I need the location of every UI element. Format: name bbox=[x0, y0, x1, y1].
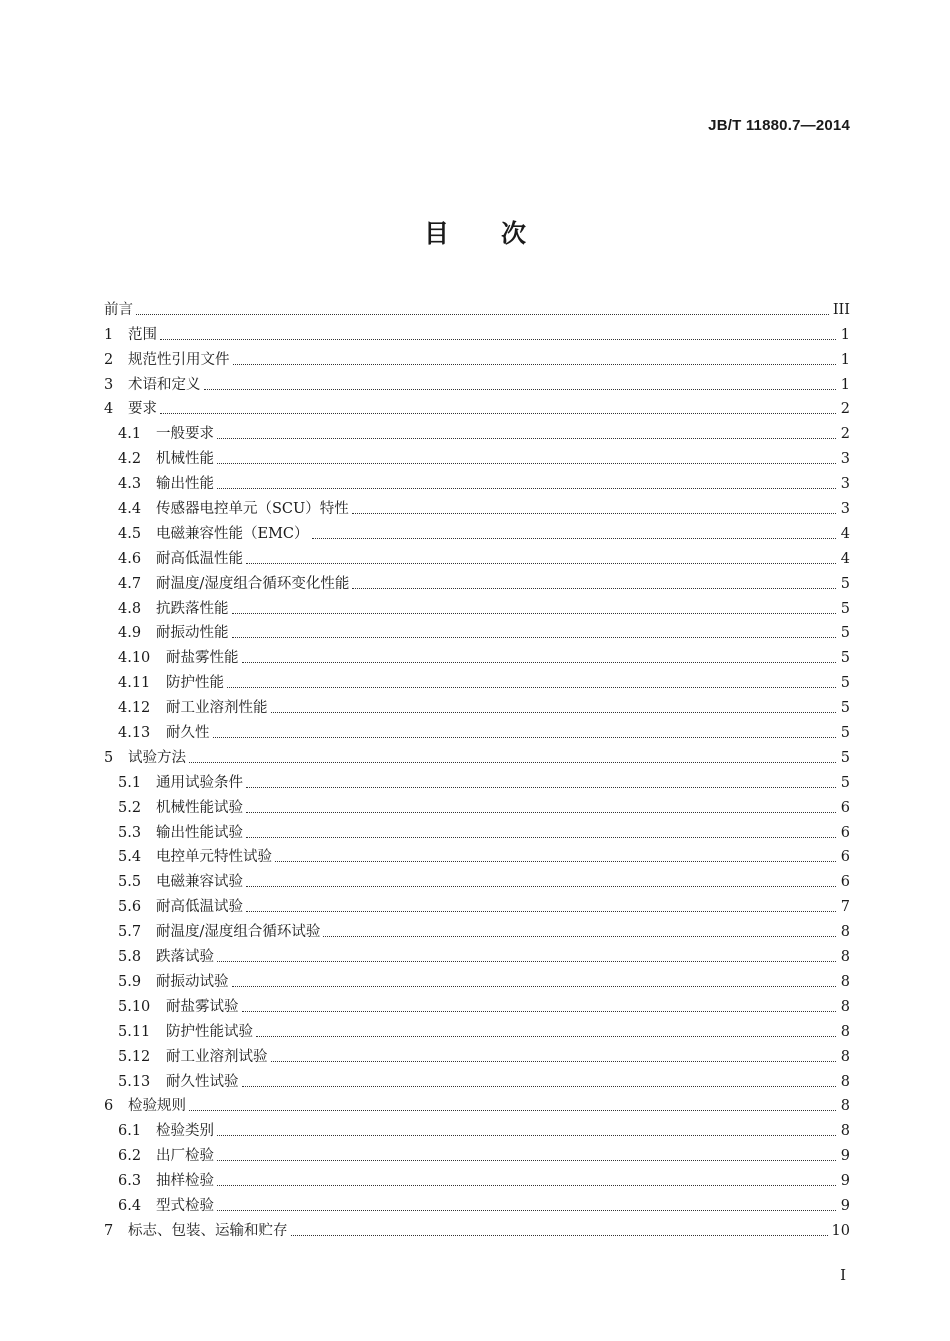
toc-dot-leader bbox=[246, 812, 836, 813]
toc-dot-leader bbox=[246, 787, 836, 788]
toc-entry[interactable] bbox=[104, 344, 850, 369]
toc-entry-label: 耐工业溶剂试验 bbox=[166, 1048, 268, 1065]
toc-entry[interactable] bbox=[104, 418, 850, 443]
toc-entry-label: 耐盐雾试验 bbox=[166, 998, 239, 1015]
toc-entry-label: 试验方法 bbox=[128, 749, 186, 766]
toc-entry-label: 耐工业溶剂性能 bbox=[166, 700, 268, 717]
toc-entry[interactable] bbox=[104, 294, 850, 319]
toc-entry-label: 耐久性试验 bbox=[166, 1073, 239, 1090]
toc-entry[interactable] bbox=[104, 891, 850, 916]
toc-entry-page: 6 bbox=[840, 849, 850, 866]
toc-entry-label: 要求 bbox=[128, 401, 157, 418]
toc-entry-label: 电控单元特性试验 bbox=[156, 849, 272, 866]
toc-entry-number: 4.4 bbox=[118, 501, 142, 518]
toc-entry-label: 机械性能试验 bbox=[156, 799, 243, 816]
toc-entry-number: 6.1 bbox=[118, 1123, 142, 1140]
toc-entry-page: 8 bbox=[840, 949, 850, 966]
toc-dot-leader bbox=[271, 1061, 837, 1062]
toc-entry[interactable] bbox=[104, 518, 850, 543]
toc-entry-number: 5.6 bbox=[118, 899, 142, 916]
toc-entry-number: 4.1 bbox=[118, 426, 142, 443]
toc-entry[interactable] bbox=[104, 618, 850, 643]
toc-entry-page: 8 bbox=[840, 924, 850, 941]
toc-entry-label: 跌落试验 bbox=[156, 949, 214, 966]
toc-dot-leader bbox=[160, 339, 836, 340]
toc-entry-number: 5.12 bbox=[118, 1048, 151, 1065]
toc-entry-label: 范围 bbox=[128, 326, 157, 343]
toc-entry[interactable] bbox=[104, 568, 850, 593]
toc-dot-leader bbox=[242, 1011, 837, 1012]
toc-entry-label: 电磁兼容试验 bbox=[156, 874, 243, 891]
toc-entry-label: 耐盐雾性能 bbox=[166, 650, 239, 667]
standard-number: JB/T 11880.7—2014 bbox=[708, 117, 850, 134]
toc-entry-label: 出厂检验 bbox=[156, 1148, 214, 1165]
title-char-1: 目 bbox=[423, 219, 449, 248]
toc-entry-number: 6.2 bbox=[118, 1148, 142, 1165]
toc-entry[interactable] bbox=[104, 1140, 850, 1165]
toc-entry-label: 耐温度/湿度组合循环变化性能 bbox=[156, 575, 350, 592]
toc-dot-leader bbox=[217, 1160, 836, 1161]
toc-entry-page: 1 bbox=[840, 326, 850, 343]
toc-entry-page: 5 bbox=[840, 575, 850, 592]
toc-entry-number: 4.10 bbox=[118, 650, 151, 667]
toc-entry-page: 6 bbox=[840, 799, 850, 816]
toc-entry-page: 8 bbox=[840, 1023, 850, 1040]
toc-entry-page: III bbox=[832, 301, 850, 318]
toc-entry[interactable] bbox=[104, 966, 850, 991]
toc-entry-number: 4 bbox=[104, 401, 114, 418]
toc-dot-leader bbox=[232, 637, 837, 638]
toc-entry-page: 5 bbox=[840, 675, 850, 692]
table-of-contents bbox=[104, 294, 850, 1240]
toc-entry-page: 9 bbox=[840, 1173, 850, 1190]
toc-entry-label: 检验规则 bbox=[128, 1098, 186, 1115]
toc-entry-page: 6 bbox=[840, 824, 850, 841]
toc-entry-number: 2 bbox=[104, 351, 114, 368]
toc-dot-leader bbox=[352, 513, 836, 514]
toc-entry[interactable] bbox=[104, 1165, 850, 1190]
toc-entry-label: 传感器电控单元（SCU）特性 bbox=[156, 501, 349, 518]
toc-entry-label: 一般要求 bbox=[156, 426, 214, 443]
toc-entry-number: 5.13 bbox=[118, 1073, 151, 1090]
toc-entry[interactable] bbox=[104, 593, 850, 618]
toc-entry-number: 6.3 bbox=[118, 1173, 142, 1190]
toc-dot-leader bbox=[217, 961, 836, 962]
toc-entry[interactable] bbox=[104, 842, 850, 867]
toc-entry-page: 8 bbox=[840, 1048, 850, 1065]
toc-dot-leader bbox=[312, 538, 836, 539]
toc-entry-label: 防护性能 bbox=[166, 675, 224, 692]
toc-entry-number: 4.2 bbox=[118, 451, 142, 468]
toc-dot-leader bbox=[233, 364, 837, 365]
toc-dot-leader bbox=[323, 936, 836, 937]
toc-entry-page: 2 bbox=[840, 426, 850, 443]
toc-entry-label: 耐振动性能 bbox=[156, 625, 229, 642]
toc-entry-label: 耐高低温试验 bbox=[156, 899, 243, 916]
toc-dot-leader bbox=[189, 762, 836, 763]
toc-entry-number: 5.11 bbox=[118, 1023, 151, 1040]
toc-entry[interactable] bbox=[104, 742, 850, 767]
toc-entry-label: 型式检验 bbox=[156, 1197, 214, 1214]
toc-entry-page: 8 bbox=[840, 1073, 850, 1090]
toc-dot-leader bbox=[246, 837, 836, 838]
page-title bbox=[0, 214, 950, 250]
toc-entry-label: 前言 bbox=[104, 301, 133, 318]
toc-entry-number: 4.13 bbox=[118, 725, 151, 742]
title-char-2: 次 bbox=[501, 219, 527, 248]
toc-entry-number: 5.8 bbox=[118, 949, 142, 966]
toc-entry-label: 耐高低温性能 bbox=[156, 550, 243, 567]
toc-entry[interactable] bbox=[104, 692, 850, 717]
toc-entry-number: 4.12 bbox=[118, 700, 151, 717]
toc-entry[interactable] bbox=[104, 642, 850, 667]
toc-dot-leader bbox=[217, 1135, 836, 1136]
toc-entry[interactable] bbox=[104, 394, 850, 419]
toc-dot-leader bbox=[352, 588, 836, 589]
toc-entry[interactable] bbox=[104, 443, 850, 468]
toc-entry-number: 5.2 bbox=[118, 799, 142, 816]
toc-entry[interactable] bbox=[104, 1091, 850, 1116]
toc-entry-number: 6.4 bbox=[118, 1197, 142, 1214]
toc-entry-number: 5.5 bbox=[118, 874, 142, 891]
toc-entry[interactable] bbox=[104, 717, 850, 742]
toc-entry-label: 防护性能试验 bbox=[166, 1023, 253, 1040]
toc-entry-number: 5.1 bbox=[118, 774, 142, 791]
toc-entry-label: 标志、包装、运输和贮存 bbox=[128, 1222, 288, 1239]
toc-entry[interactable] bbox=[104, 1016, 850, 1041]
toc-dot-leader bbox=[217, 438, 836, 439]
folio-page-number: I bbox=[840, 1266, 846, 1284]
toc-entry-page: 6 bbox=[840, 874, 850, 891]
toc-entry-label: 输出性能 bbox=[156, 476, 214, 493]
toc-entry[interactable] bbox=[104, 817, 850, 842]
toc-dot-leader bbox=[204, 389, 837, 390]
toc-entry-page: 1 bbox=[840, 351, 850, 368]
toc-entry[interactable] bbox=[104, 1066, 850, 1091]
toc-dot-leader bbox=[232, 613, 837, 614]
toc-entry-page: 4 bbox=[840, 525, 850, 542]
toc-dot-leader bbox=[232, 986, 837, 987]
toc-dot-leader bbox=[189, 1110, 836, 1111]
toc-entry-number: 5.10 bbox=[118, 998, 151, 1015]
toc-entry-page: 3 bbox=[840, 451, 850, 468]
toc-entry-label: 耐久性 bbox=[166, 725, 210, 742]
toc-dot-leader bbox=[227, 687, 836, 688]
toc-entry-label: 通用试验条件 bbox=[156, 774, 243, 791]
toc-entry-page: 7 bbox=[840, 899, 850, 916]
toc-entry-page: 5 bbox=[840, 774, 850, 791]
toc-entry-number: 4.5 bbox=[118, 525, 142, 542]
toc-entry-number: 7 bbox=[104, 1222, 114, 1239]
toc-entry-label: 输出性能试验 bbox=[156, 824, 243, 841]
toc-entry[interactable] bbox=[104, 369, 850, 394]
toc-dot-leader bbox=[256, 1036, 836, 1037]
toc-entry-number: 4.11 bbox=[118, 675, 151, 692]
toc-entry-number: 1 bbox=[104, 326, 114, 343]
toc-entry[interactable] bbox=[104, 991, 850, 1016]
toc-entry-page: 9 bbox=[840, 1148, 850, 1165]
toc-entry[interactable] bbox=[104, 1115, 850, 1140]
toc-entry-page: 3 bbox=[840, 476, 850, 493]
toc-dot-leader bbox=[217, 1210, 836, 1211]
toc-entry-number: 5.3 bbox=[118, 824, 142, 841]
toc-entry-number: 4.6 bbox=[118, 550, 142, 567]
toc-entry-number: 5 bbox=[104, 749, 114, 766]
toc-entry-label: 规范性引用文件 bbox=[128, 351, 230, 368]
toc-entry[interactable] bbox=[104, 1215, 850, 1240]
toc-dot-leader bbox=[275, 861, 836, 862]
toc-entry-number: 5.4 bbox=[118, 849, 142, 866]
toc-entry-label: 耐温度/湿度组合循环试验 bbox=[156, 924, 321, 941]
toc-dot-leader bbox=[217, 488, 836, 489]
toc-entry[interactable] bbox=[104, 866, 850, 891]
toc-dot-leader bbox=[246, 911, 836, 912]
toc-dot-leader bbox=[246, 563, 836, 564]
toc-entry-label: 检验类别 bbox=[156, 1123, 214, 1140]
toc-entry-page: 1 bbox=[840, 376, 850, 393]
toc-dot-leader bbox=[160, 413, 836, 414]
toc-entry[interactable] bbox=[104, 916, 850, 941]
toc-entry[interactable] bbox=[104, 319, 850, 344]
toc-dot-leader bbox=[242, 1086, 837, 1087]
toc-entry-page: 5 bbox=[840, 650, 850, 667]
toc-entry-page: 10 bbox=[831, 1222, 850, 1239]
toc-entry[interactable] bbox=[104, 468, 850, 493]
toc-entry[interactable] bbox=[104, 493, 850, 518]
toc-entry-page: 5 bbox=[840, 625, 850, 642]
toc-dot-leader bbox=[136, 314, 829, 315]
toc-entry-page: 5 bbox=[840, 700, 850, 717]
toc-entry-label: 耐振动试验 bbox=[156, 973, 229, 990]
toc-entry-number: 4.7 bbox=[118, 575, 142, 592]
toc-entry-page: 3 bbox=[840, 501, 850, 518]
toc-entry-page: 2 bbox=[840, 401, 850, 418]
toc-dot-leader bbox=[291, 1235, 828, 1236]
toc-entry[interactable] bbox=[104, 941, 850, 966]
toc-entry[interactable] bbox=[104, 767, 850, 792]
toc-entry-page: 5 bbox=[840, 600, 850, 617]
toc-entry[interactable] bbox=[104, 543, 850, 568]
toc-entry-number: 4.8 bbox=[118, 600, 142, 617]
toc-entry-number: 5.9 bbox=[118, 973, 142, 990]
toc-entry[interactable] bbox=[104, 1190, 850, 1215]
toc-entry-label: 术语和定义 bbox=[128, 376, 201, 393]
toc-entry[interactable] bbox=[104, 792, 850, 817]
toc-entry-page: 8 bbox=[840, 1123, 850, 1140]
toc-dot-leader bbox=[217, 463, 836, 464]
toc-entry-page: 5 bbox=[840, 749, 850, 766]
toc-dot-leader bbox=[213, 737, 837, 738]
toc-entry-page: 4 bbox=[840, 550, 850, 567]
toc-entry[interactable] bbox=[104, 667, 850, 692]
toc-entry[interactable] bbox=[104, 1041, 850, 1066]
toc-entry-page: 9 bbox=[840, 1197, 850, 1214]
toc-entry-label: 抽样检验 bbox=[156, 1173, 214, 1190]
toc-entry-page: 5 bbox=[840, 725, 850, 742]
toc-entry-number: 5.7 bbox=[118, 924, 142, 941]
toc-entry-number: 4.9 bbox=[118, 625, 142, 642]
toc-entry-page: 8 bbox=[840, 973, 850, 990]
toc-entry-page: 8 bbox=[840, 1098, 850, 1115]
toc-entry-number: 3 bbox=[104, 376, 114, 393]
toc-entry-label: 机械性能 bbox=[156, 451, 214, 468]
toc-entry-page: 8 bbox=[840, 998, 850, 1015]
toc-dot-leader bbox=[271, 712, 837, 713]
toc-entry-number: 6 bbox=[104, 1098, 114, 1115]
toc-entry-number: 4.3 bbox=[118, 476, 142, 493]
toc-dot-leader bbox=[217, 1185, 836, 1186]
toc-dot-leader bbox=[246, 886, 836, 887]
toc-dot-leader bbox=[242, 662, 837, 663]
toc-entry-label: 抗跌落性能 bbox=[156, 600, 229, 617]
toc-entry-label: 电磁兼容性能（EMC） bbox=[156, 525, 309, 542]
